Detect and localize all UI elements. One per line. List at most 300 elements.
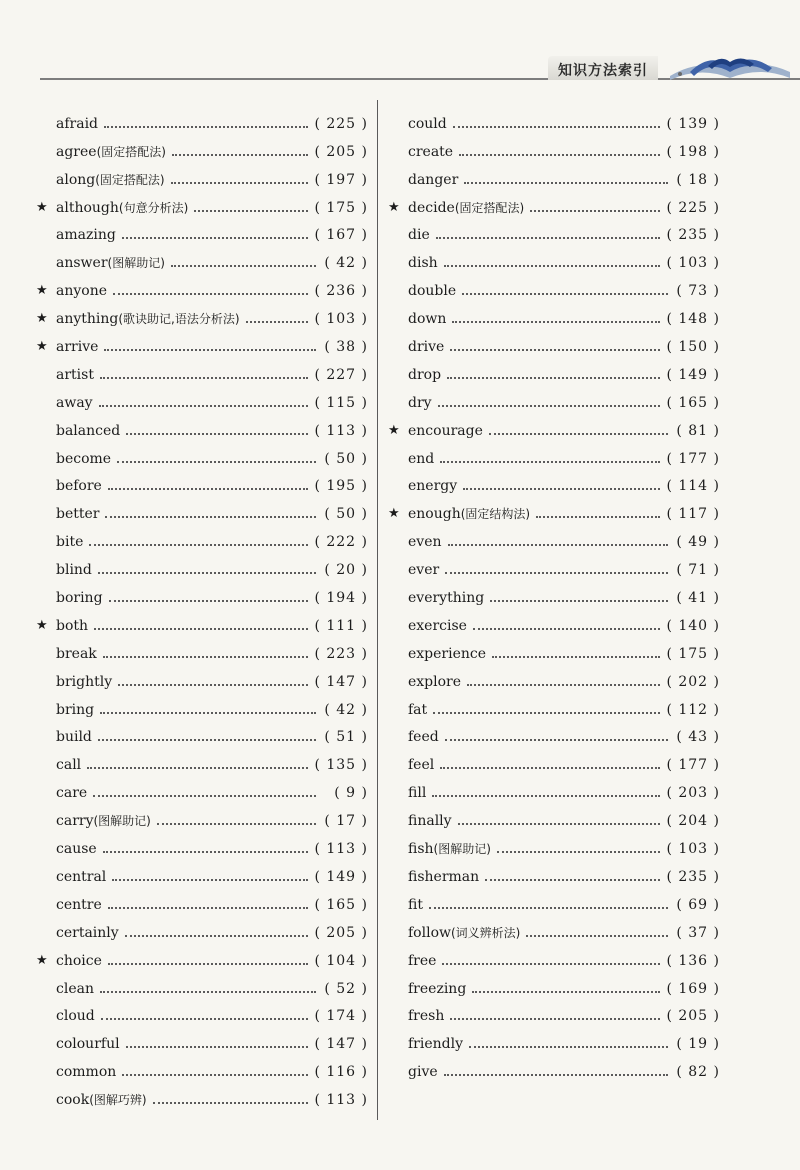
index-entry — [36, 244, 368, 272]
entry-headword: exercise — [408, 617, 467, 634]
index-entry — [36, 133, 368, 161]
page-number: ( 51 ) — [324, 729, 368, 746]
index-entry — [388, 774, 720, 802]
entry-headword: decide — [408, 199, 455, 216]
entry-headword: call — [56, 757, 82, 774]
dot-leader — [118, 684, 308, 686]
page-number: ( 177 ) — [666, 450, 720, 467]
star-icon: ★ — [388, 422, 400, 438]
page-number: ( 73 ) — [676, 283, 720, 300]
dot-leader — [472, 991, 660, 993]
entry-word — [56, 477, 102, 495]
page-number: ( 43 ) — [676, 729, 720, 746]
page-number: ( 41 ) — [676, 590, 720, 607]
index-entry — [388, 133, 720, 161]
entry-word — [408, 784, 426, 802]
entry-headword: freezing — [408, 980, 467, 997]
entry-word — [408, 701, 427, 719]
page-number: ( 225 ) — [666, 199, 720, 216]
index-entry — [36, 746, 368, 774]
header-title: 知识方法索引 — [558, 63, 648, 79]
index-entry — [388, 495, 720, 523]
page-number: ( 50 ) — [324, 506, 368, 523]
page-number: ( 113 ) — [314, 841, 368, 858]
dot-leader — [436, 237, 661, 239]
column-divider — [377, 100, 378, 1120]
page-number: ( 103 ) — [314, 311, 368, 328]
entry-headword: feel — [408, 757, 435, 774]
entry-word — [408, 673, 461, 691]
index-entry — [388, 551, 720, 579]
entry-word — [56, 338, 98, 356]
index-entry — [36, 663, 368, 691]
dot-leader — [93, 795, 316, 797]
entry-method-note: (固定结构法) — [460, 507, 531, 522]
index-entry — [388, 858, 720, 886]
dot-leader — [100, 377, 309, 379]
entry-headword: drop — [408, 366, 442, 383]
entry-word — [56, 1063, 116, 1081]
page-number: ( 113 ) — [314, 422, 368, 439]
entry-headword: clean — [56, 980, 94, 997]
entry-headword: fit — [408, 896, 423, 913]
index-entry — [36, 579, 368, 607]
index-entry — [36, 105, 368, 133]
right-column — [388, 105, 720, 1081]
star-icon: ★ — [388, 199, 400, 215]
entry-headword: ever — [408, 562, 440, 579]
entry-headword: die — [408, 227, 430, 244]
entry-headword: energy — [408, 478, 458, 495]
page-number: ( 167 ) — [314, 227, 368, 244]
index-entry — [388, 468, 720, 496]
page-number: ( 222 ) — [314, 534, 368, 551]
entry-word — [56, 226, 116, 244]
entry-word — [56, 254, 165, 272]
entry-word — [56, 924, 119, 942]
entry-headword: fresh — [408, 1008, 445, 1025]
entry-headword: both — [56, 617, 89, 634]
entry-headword: fat — [408, 701, 428, 718]
entry-headword: afraid — [56, 115, 99, 132]
index-entry — [36, 1025, 368, 1053]
entry-word — [56, 645, 97, 663]
dot-leader — [100, 712, 316, 714]
entry-word — [408, 1035, 463, 1053]
dot-leader — [194, 210, 308, 212]
entry-word — [408, 645, 486, 663]
entry-headword: fisherman — [408, 868, 480, 885]
index-entry — [36, 914, 368, 942]
star-icon: ★ — [36, 283, 48, 299]
entry-word — [408, 868, 479, 886]
index-entry — [36, 328, 368, 356]
index-entry — [36, 384, 368, 412]
entry-headword: friendly — [408, 1036, 464, 1053]
page-number: ( 50 ) — [324, 450, 368, 467]
entry-word — [56, 115, 98, 133]
entry-word — [408, 282, 456, 300]
entry-headword: brightly — [56, 673, 113, 690]
dot-leader — [157, 823, 316, 825]
entry-word — [56, 1035, 120, 1053]
page-number: ( 203 ) — [666, 785, 720, 802]
entry-headword: although — [56, 199, 119, 216]
dot-leader — [171, 265, 316, 267]
entry-word — [56, 980, 94, 998]
dot-leader — [447, 377, 660, 379]
page-number: ( 165 ) — [666, 394, 720, 411]
entry-word — [56, 812, 151, 830]
entry-headword: create — [408, 143, 454, 160]
index-entry — [36, 719, 368, 747]
page-number: ( 69 ) — [676, 896, 720, 913]
entry-method-note: (图解助记) — [433, 842, 491, 857]
entry-headword: amazing — [56, 227, 116, 244]
index-entry — [36, 1053, 368, 1081]
dot-leader — [87, 767, 308, 769]
entry-headword: enough — [408, 506, 461, 523]
entry-headword: before — [56, 478, 102, 495]
dot-leader — [485, 879, 660, 881]
entry-headword: cloud — [56, 1008, 95, 1025]
index-entry — [388, 244, 720, 272]
entry-word — [56, 143, 166, 161]
dot-leader — [113, 293, 308, 295]
dot-leader — [492, 656, 660, 658]
entry-word — [408, 617, 467, 635]
dot-leader — [530, 210, 660, 212]
page-number: ( 202 ) — [666, 673, 720, 690]
entry-headword: away — [56, 394, 93, 411]
page-number: ( 177 ) — [666, 757, 720, 774]
entry-word — [408, 840, 491, 858]
index-entry — [36, 691, 368, 719]
dot-leader — [112, 879, 308, 881]
page-number: ( 205 ) — [314, 924, 368, 941]
entry-word — [56, 561, 92, 579]
entry-headword: danger — [408, 171, 459, 188]
book-logo-icon — [660, 48, 800, 84]
dot-leader — [172, 154, 309, 156]
index-entry — [36, 1081, 368, 1109]
page-number: ( 19 ) — [676, 1036, 720, 1053]
entry-headword: build — [56, 729, 92, 746]
entry-word — [56, 952, 102, 970]
entry-headword: follow — [408, 924, 451, 941]
entry-method-note: (句意分析法) — [118, 200, 189, 215]
index-entry — [36, 942, 368, 970]
entry-word — [408, 338, 444, 356]
page-number: ( 136 ) — [666, 952, 720, 969]
page-number: ( 223 ) — [314, 645, 368, 662]
page-number: ( 225 ) — [314, 115, 368, 132]
index-entry — [388, 189, 720, 217]
dot-leader — [109, 600, 309, 602]
entry-headword: better — [56, 506, 100, 523]
dot-leader — [108, 963, 309, 965]
dot-leader — [429, 907, 668, 909]
index-entry — [388, 105, 720, 133]
dot-leader — [450, 1018, 660, 1020]
index-entry — [388, 802, 720, 830]
entry-headword: bring — [56, 701, 95, 718]
page-number: ( 197 ) — [314, 171, 368, 188]
entry-headword: boring — [56, 590, 103, 607]
page-number: ( 42 ) — [324, 255, 368, 272]
entry-word — [56, 366, 94, 384]
dot-leader — [100, 991, 316, 993]
dot-leader — [526, 935, 668, 937]
index-entry — [388, 300, 720, 328]
index-entry — [388, 719, 720, 747]
dot-leader — [94, 628, 308, 630]
entry-word — [56, 450, 111, 468]
dot-leader — [452, 321, 660, 323]
entry-headword: bite — [56, 534, 84, 551]
dot-leader — [433, 712, 660, 714]
page-number: ( 148 ) — [666, 311, 720, 328]
entry-word — [408, 171, 458, 189]
page-number: ( 169 ) — [666, 980, 720, 997]
left-column — [36, 105, 368, 1109]
dot-leader — [459, 154, 660, 156]
page-header — [0, 48, 800, 88]
entry-headword: arrive — [56, 339, 99, 356]
entry-method-note: (图解助记) — [107, 256, 165, 271]
entry-word — [56, 701, 94, 719]
page-number: ( 150 ) — [666, 339, 720, 356]
entry-headword: fish — [408, 841, 434, 858]
page-number: ( 38 ) — [324, 339, 368, 356]
dot-leader — [89, 544, 308, 546]
entry-headword: blind — [56, 562, 92, 579]
entry-headword: end — [408, 450, 435, 467]
page-number: ( 103 ) — [666, 841, 720, 858]
index-entry — [388, 161, 720, 189]
entry-method-note: (固定搭配法) — [454, 200, 525, 215]
star-icon: ★ — [36, 199, 48, 215]
index-entry — [36, 551, 368, 579]
star-icon: ★ — [388, 506, 400, 522]
entry-word — [56, 673, 112, 691]
page-number: ( 115 ) — [314, 394, 368, 411]
entry-word — [408, 477, 457, 495]
entry-word — [56, 199, 188, 217]
index-entry — [388, 440, 720, 468]
dot-leader — [105, 516, 316, 518]
index-entry — [388, 746, 720, 774]
entry-headword: could — [408, 115, 447, 132]
index-entry — [36, 523, 368, 551]
star-icon: ★ — [36, 311, 48, 327]
index-entry — [388, 914, 720, 942]
entry-word — [408, 143, 453, 161]
entry-headword: finally — [408, 813, 452, 830]
page-number: ( 71 ) — [676, 562, 720, 579]
index-entry — [36, 495, 368, 523]
index-entry — [36, 774, 368, 802]
index-entry — [388, 412, 720, 440]
index-entry — [388, 886, 720, 914]
index-entry — [388, 691, 720, 719]
dot-leader — [108, 907, 309, 909]
entry-headword: everything — [408, 590, 485, 607]
dot-leader — [432, 795, 660, 797]
entry-word — [56, 171, 165, 189]
dot-leader — [489, 433, 668, 435]
page-number: ( 204 ) — [666, 813, 720, 830]
index-entry — [388, 328, 720, 356]
entry-headword: free — [408, 952, 437, 969]
entry-headword: care — [56, 785, 88, 802]
entry-method-note: (词义辨析法) — [450, 925, 521, 940]
page-number: ( 114 ) — [666, 478, 720, 495]
index-entry — [388, 607, 720, 635]
entry-headword: even — [408, 534, 442, 551]
index-entry — [388, 272, 720, 300]
entry-word — [56, 728, 92, 746]
entry-word — [408, 756, 434, 774]
dot-leader — [467, 684, 660, 686]
entry-headword: feed — [408, 729, 439, 746]
entry-headword: cook — [56, 1092, 90, 1109]
entry-headword: answer — [56, 255, 108, 272]
dot-leader — [445, 739, 668, 741]
dot-leader — [126, 1046, 309, 1048]
star-icon: ★ — [36, 617, 48, 633]
entry-word — [56, 868, 106, 886]
page-number: ( 149 ) — [314, 868, 368, 885]
page-number: ( 165 ) — [314, 896, 368, 913]
index-entry — [36, 970, 368, 998]
dot-leader — [122, 1074, 308, 1076]
entry-word — [408, 589, 484, 607]
page-number: ( 18 ) — [676, 171, 720, 188]
entry-headword: central — [56, 868, 107, 885]
dot-leader — [104, 126, 308, 128]
page-number: ( 205 ) — [666, 1008, 720, 1025]
star-icon: ★ — [36, 952, 48, 968]
entry-word — [408, 896, 423, 914]
entry-word — [408, 728, 439, 746]
entry-headword: fill — [408, 785, 427, 802]
dot-leader — [440, 767, 660, 769]
entry-method-note: (固定搭配法) — [95, 172, 165, 187]
index-entry — [36, 998, 368, 1026]
index-entry — [388, 579, 720, 607]
index-entry — [36, 300, 368, 328]
dot-leader — [125, 935, 309, 937]
dot-leader — [117, 461, 316, 463]
index-entry — [36, 635, 368, 663]
page-number: ( 235 ) — [666, 868, 720, 885]
page-number: ( 147 ) — [314, 673, 368, 690]
dot-leader — [473, 628, 661, 630]
entry-headword: drive — [408, 339, 445, 356]
dot-leader — [103, 656, 309, 658]
page-number: ( 194 ) — [314, 590, 368, 607]
entry-word — [408, 1007, 444, 1025]
entry-method-note: (歌诀助记,语法分析法) — [118, 312, 240, 327]
dot-leader — [444, 1074, 668, 1076]
entry-headword: double — [408, 283, 457, 300]
entry-word — [408, 310, 446, 328]
entry-word — [408, 561, 439, 579]
dot-leader — [462, 293, 668, 295]
page-number: ( 175 ) — [666, 645, 720, 662]
index-entry — [36, 802, 368, 830]
page-number: ( 116 ) — [314, 1064, 368, 1081]
index-entry — [388, 830, 720, 858]
page-number: ( 135 ) — [314, 757, 368, 774]
dot-leader — [453, 126, 661, 128]
entry-headword: carry — [56, 813, 94, 830]
entry-word — [56, 310, 240, 328]
dot-leader — [463, 488, 660, 490]
dot-leader — [246, 321, 309, 323]
index-entry — [36, 440, 368, 468]
dot-leader — [497, 851, 661, 853]
index-entry — [388, 217, 720, 245]
entry-word — [408, 422, 483, 440]
entry-method-note: (固定搭配法) — [96, 144, 166, 159]
dot-leader — [444, 265, 661, 267]
dot-leader — [103, 851, 309, 853]
page-number: ( 195 ) — [314, 478, 368, 495]
dot-leader — [469, 1046, 668, 1048]
index-entry — [388, 970, 720, 998]
dot-leader — [450, 349, 660, 351]
entry-word — [56, 1007, 95, 1025]
entry-headword: give — [408, 1064, 438, 1081]
entry-word — [56, 784, 87, 802]
entry-headword: explore — [408, 673, 462, 690]
page-number: ( 175 ) — [314, 199, 368, 216]
entry-headword: artist — [56, 366, 94, 383]
index-entry — [36, 830, 368, 858]
index-entry — [388, 998, 720, 1026]
page-number: ( 103 ) — [666, 255, 720, 272]
entry-word — [56, 840, 97, 858]
dot-leader — [448, 544, 669, 546]
entry-word — [56, 505, 99, 523]
entry-word — [408, 254, 438, 272]
index-entry — [388, 523, 720, 551]
page-number: ( 117 ) — [666, 506, 720, 523]
index-entry — [388, 942, 720, 970]
entry-word — [56, 394, 93, 412]
dot-leader — [445, 572, 668, 574]
entry-headword: down — [408, 311, 447, 328]
entry-word — [56, 617, 88, 635]
page-number: ( 42 ) — [324, 701, 368, 718]
dot-leader — [438, 405, 661, 407]
entry-headword: balanced — [56, 422, 121, 439]
entry-headword: colourful — [56, 1036, 120, 1053]
entry-word — [56, 896, 102, 914]
dot-leader — [458, 823, 661, 825]
index-entry — [36, 886, 368, 914]
dot-leader — [171, 182, 309, 184]
page-number: ( 49 ) — [676, 534, 720, 551]
page-number: ( 104 ) — [314, 952, 368, 969]
index-entry — [388, 384, 720, 412]
page-number: ( 9 ) — [334, 785, 368, 802]
entry-word — [408, 226, 430, 244]
dot-leader — [98, 572, 316, 574]
index-entry — [36, 412, 368, 440]
